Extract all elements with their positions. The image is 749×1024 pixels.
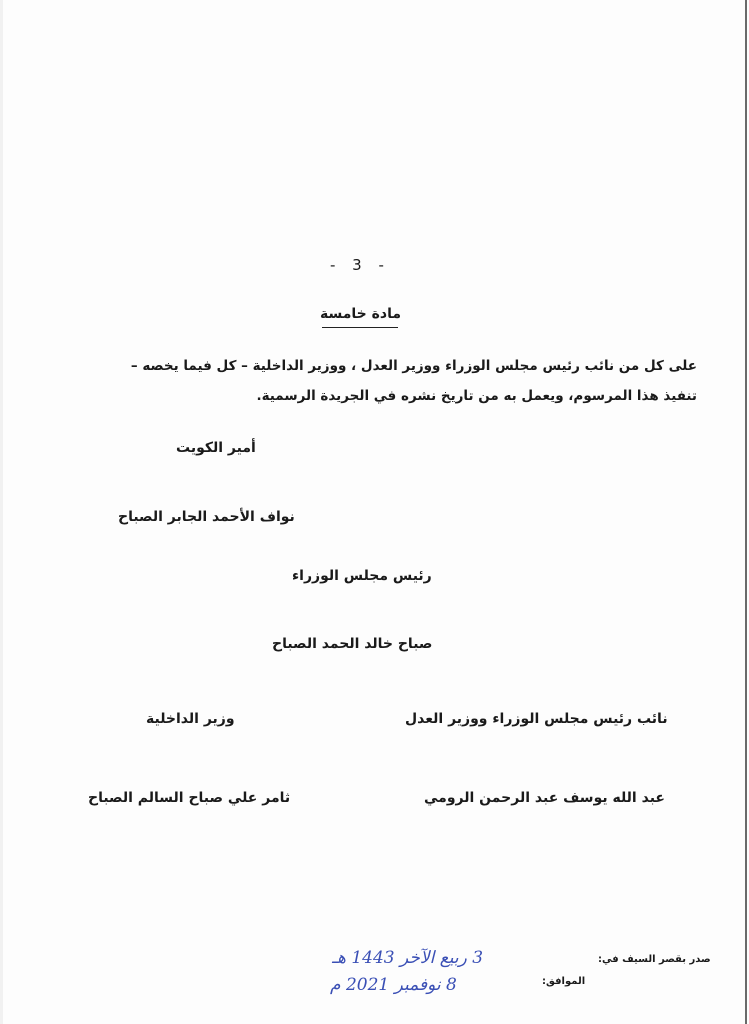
scan-edge-left xyxy=(0,0,3,1024)
article-body-line-1: على كل من نائب رئيس مجلس الوزراء ووزير العدل ، ووزير الداخلية – كل فيما يخصه – xyxy=(130,358,697,374)
deputy-pm-justice-title: نائب رئيس مجلس الوزراء ووزير العدل xyxy=(405,711,668,727)
page-number: - 3 - xyxy=(330,256,390,274)
prime-minister-name: صباح خالد الحمد الصباح xyxy=(272,636,433,652)
issued-at-label: صدر بقصر السيف في: xyxy=(598,954,711,965)
handwritten-hijri-date: 3 ربيع الآخر 1443 هـ xyxy=(332,948,484,968)
emir-name: نواف الأحمد الجابر الصباح xyxy=(118,509,295,525)
article-body-line-2: تنفيذ هذا المرسوم، ويعمل به من تاريخ نشره في الجريدة الرسمية. xyxy=(256,388,697,404)
interior-minister-title: وزير الداخلية xyxy=(146,711,235,727)
handwritten-gregorian-date: 8 نوفمبر 2021 م xyxy=(330,975,457,995)
article-title: مادة خامسة xyxy=(320,306,401,322)
corresponding-date-label: الموافق: xyxy=(542,976,586,987)
deputy-pm-justice-name: عبد الله يوسف عبد الرحمن الرومي xyxy=(424,790,665,806)
interior-minister-name: ثامر علي صباح السالم الصباح xyxy=(88,790,291,806)
emir-title: أمير الكويت xyxy=(176,440,256,456)
article-title-underline xyxy=(322,327,398,328)
scan-edge-right xyxy=(745,0,747,1024)
prime-minister-title: رئيس مجلس الوزراء xyxy=(292,568,432,584)
